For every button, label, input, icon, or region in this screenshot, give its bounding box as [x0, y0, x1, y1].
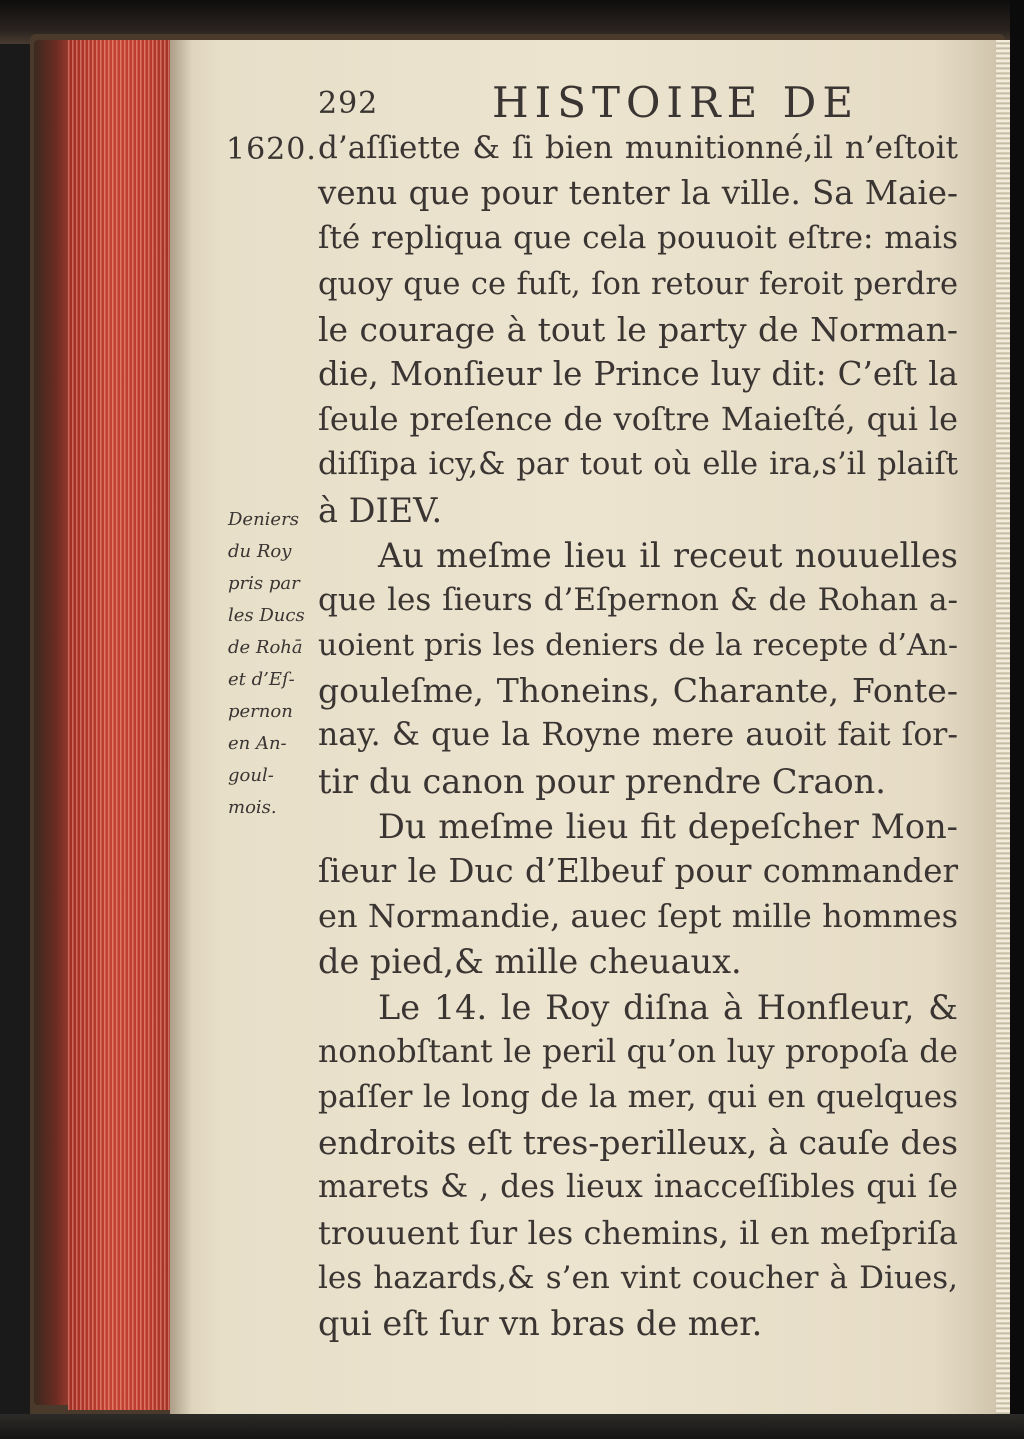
text-line: quoy que ce fuſt, ſon retour feroit perdre	[318, 266, 958, 302]
text-line: paſſer le long de la mer, qui en quelques	[318, 1078, 958, 1115]
margin-note-line: mois.	[228, 797, 277, 818]
text-line: ſté repliqua que cela pouuoit eſtre: mais	[318, 220, 958, 257]
text-line: que les ſieurs d’Eſpernon & de Rohan a-	[318, 581, 958, 618]
page-number: 292	[318, 86, 379, 121]
margin-note-line: Deniers	[228, 509, 299, 530]
text-line: Au meſme lieu il receut nouuelles	[378, 535, 958, 575]
text-line: trouuent ſur les chemins, il en meſpriſa	[318, 1213, 958, 1252]
text-line: ſeule preſence de voſtre Maieſté, qui le	[318, 400, 958, 439]
text-line: tir du canon pour prendre Craon.	[318, 761, 886, 801]
text-line: marets & , des lieux inacceſſibles qui ſe	[318, 1169, 958, 1206]
book-cover-bottom	[0, 1414, 1024, 1439]
text-line: gouleſme, Thoneins, Charante, Fonte-	[318, 671, 958, 711]
text-line: nonobſtant le peril qu’on luy propoſa de	[318, 1033, 958, 1070]
text-line: de pied,& mille cheuaux.	[318, 942, 742, 982]
text-line: venu que pour tenter la ville. Sa Maie-	[318, 174, 958, 213]
fore-edge	[996, 40, 1010, 1420]
text-line: qui eſt ſur vn bras de mer.	[318, 1303, 763, 1343]
red-page-edges	[68, 40, 173, 1410]
text-line: en Normandie, auec ſept mille hommes	[318, 897, 958, 936]
margin-note-line: de Rohā	[228, 637, 303, 658]
text-line: Le 14. le Roy diſna à Honfleur, &	[378, 987, 958, 1027]
margin-year: 1620.	[226, 132, 317, 167]
text-line: diſſipa icy,& par tout où elle ira,s’il plaiſt	[318, 447, 958, 483]
text-line: endroits eſt tres-perilleux, à cauſe des	[318, 1123, 958, 1163]
text-line: Du meſme lieu fit depeſcher Mon-	[378, 806, 958, 846]
text-line: le courage à tout le party de Norman-	[318, 309, 958, 349]
text-line: à DIEV.	[318, 490, 443, 530]
background-edge	[1010, 0, 1024, 1439]
margin-note-line: en An-	[228, 733, 287, 754]
margin-note-line: goul-	[228, 765, 274, 786]
text-line: d’aſſiette & ſi bien munitionné,il n’eſtoit	[318, 130, 958, 166]
margin-note-line: les Ducs	[228, 605, 305, 626]
running-head: HISTOIRE DE	[492, 78, 859, 127]
body-text	[318, 126, 958, 1346]
margin-note-line: pernon	[228, 701, 293, 722]
text-line: ſieur le Duc d’Elbeuf pour commander	[318, 852, 958, 890]
margin-note	[228, 504, 318, 824]
margin-note-line: et d’Eſ-	[228, 669, 295, 690]
text-line: uoient pris les deniers de la recepte d’An-	[318, 628, 958, 664]
text-line: nay. & que la Royne mere auoit fait ſor-	[318, 717, 958, 754]
text-line: die, Monſieur le Prince luy dit: C’eſt la	[318, 354, 958, 393]
margin-note-line: du Roy	[228, 541, 292, 562]
gutter-shadow	[170, 40, 192, 1418]
text-line: les hazards,& s’en vint coucher à Diues,	[318, 1259, 958, 1296]
book-spine-edge	[34, 40, 70, 1405]
margin-note-line: pris par	[228, 573, 300, 594]
